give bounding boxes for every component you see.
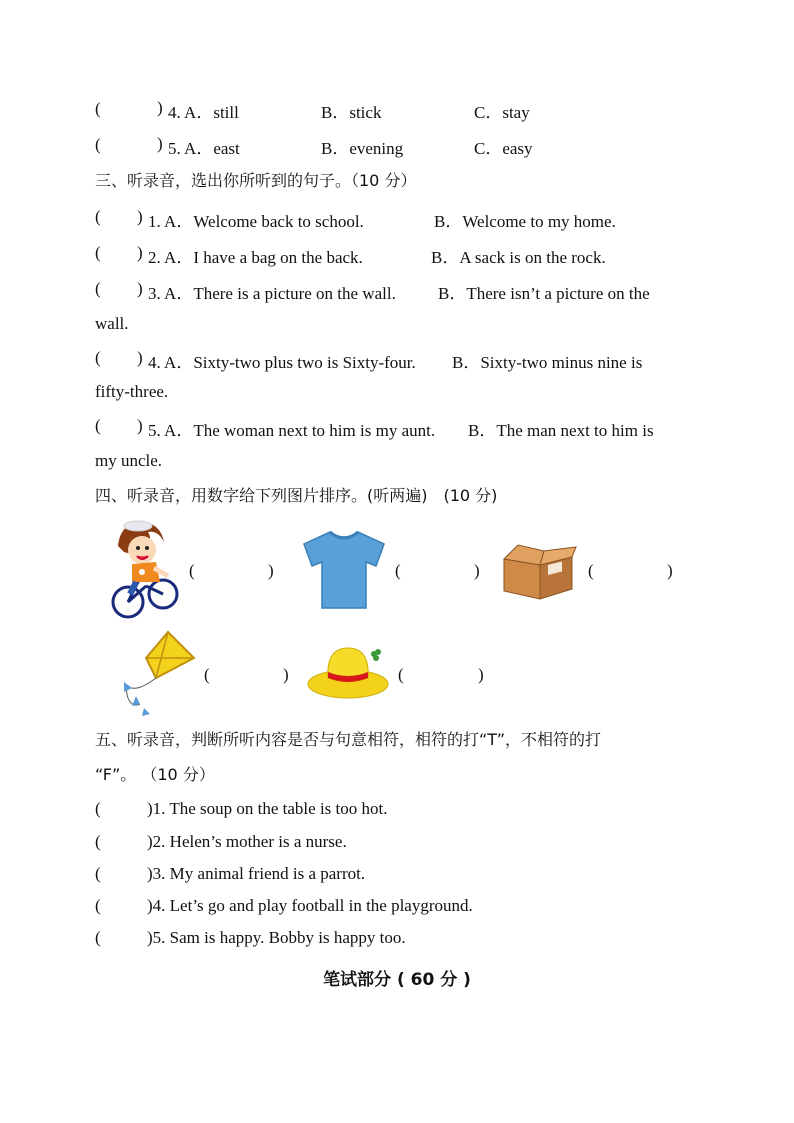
box-picture <box>500 543 578 601</box>
option-cont: fifty-three. <box>95 382 169 401</box>
item-text: )1. The soup on the table is too hot. <box>147 799 388 818</box>
bracket-open: ( <box>395 561 401 580</box>
paren-close: ) <box>157 98 163 117</box>
option-b: B．A sack is on the rock. <box>431 248 606 267</box>
option-a: 4. A．still <box>168 103 239 122</box>
paren-open: ( <box>95 799 101 818</box>
paren-close: ) <box>137 348 143 367</box>
bracket-open: ( <box>204 665 210 684</box>
paren-close: ) <box>137 207 143 226</box>
option-a: 2. A．I have a bag on the back. <box>148 248 363 267</box>
paren-close: ) <box>137 243 143 262</box>
paren-close: ) <box>137 416 143 435</box>
bracket-open: ( <box>588 561 594 580</box>
part4-title: 四、听录音，用数字给下列图片排序。(听两遍) (10 分) <box>95 486 498 505</box>
bracket-open: ( <box>189 561 195 580</box>
kite-picture <box>110 628 198 720</box>
option-cont: my uncle. <box>95 451 163 470</box>
paren-open: ( <box>95 832 101 851</box>
option-a: 4. A．Sixty-two plus two is Sixty-four. <box>148 353 416 372</box>
hat-picture <box>306 644 392 700</box>
paren-open: ( <box>95 279 101 298</box>
bracket-close: ) <box>268 561 274 580</box>
option-b: B．evening <box>321 139 404 158</box>
paren-open: ( <box>95 416 101 435</box>
bracket-close: ) <box>474 561 480 580</box>
bracket-close: ) <box>667 561 673 580</box>
paren-open: ( <box>95 243 101 262</box>
option-b: B．Welcome to my home. <box>434 212 616 231</box>
paren-close: ) <box>157 134 163 153</box>
item-text: )2. Helen’s mother is a nurse. <box>147 832 347 851</box>
item-text: )5. Sam is happy. Bobby is happy too. <box>147 928 406 947</box>
tshirt-picture <box>302 530 386 610</box>
bracket-close: ) <box>283 665 289 684</box>
option-a: 5. A．The woman next to him is my aunt. <box>148 421 436 440</box>
option-a: 3. A．There is a picture on the wall. <box>148 284 396 303</box>
option-b: B．The man next to him is <box>468 421 654 440</box>
part5-title-line2: “F”。 （10 分） <box>95 765 215 784</box>
written-section-title: 笔试部分 ( 60 分 ) <box>323 970 471 990</box>
paren-open: ( <box>95 348 101 367</box>
paren-open: ( <box>95 207 101 226</box>
paren-open: ( <box>95 135 101 154</box>
paren-open: ( <box>95 99 101 118</box>
item-text: )3. My animal friend is a parrot. <box>147 864 366 883</box>
option-a: 1. A．Welcome back to school. <box>148 212 364 231</box>
paren-open: ( <box>95 896 101 915</box>
paren-open: ( <box>95 864 101 883</box>
option-b: B．There isn’t a picture on the <box>438 284 650 303</box>
paren-open: ( <box>95 928 101 947</box>
option-a: 5. A．east <box>168 139 240 158</box>
option-b: B．stick <box>321 103 382 122</box>
bracket-close: ) <box>478 665 484 684</box>
cyclist-picture <box>108 516 180 622</box>
option-c: C．easy <box>474 139 533 158</box>
item-text: )4. Let’s go and play football in the playground. <box>147 896 473 915</box>
paren-close: ) <box>137 279 143 298</box>
part3-title: 三、听录音，选出你所听到的句子。（10 分） <box>95 171 417 190</box>
part5-title-line1: 五、听录音，判断所听内容是否与句意相符，相符的打“T”，不相符的打 <box>95 730 602 749</box>
option-cont: wall. <box>95 314 129 333</box>
option-c: C．stay <box>474 103 530 122</box>
bracket-open: ( <box>398 665 404 684</box>
option-b: B．Sixty-two minus nine is <box>452 353 643 372</box>
